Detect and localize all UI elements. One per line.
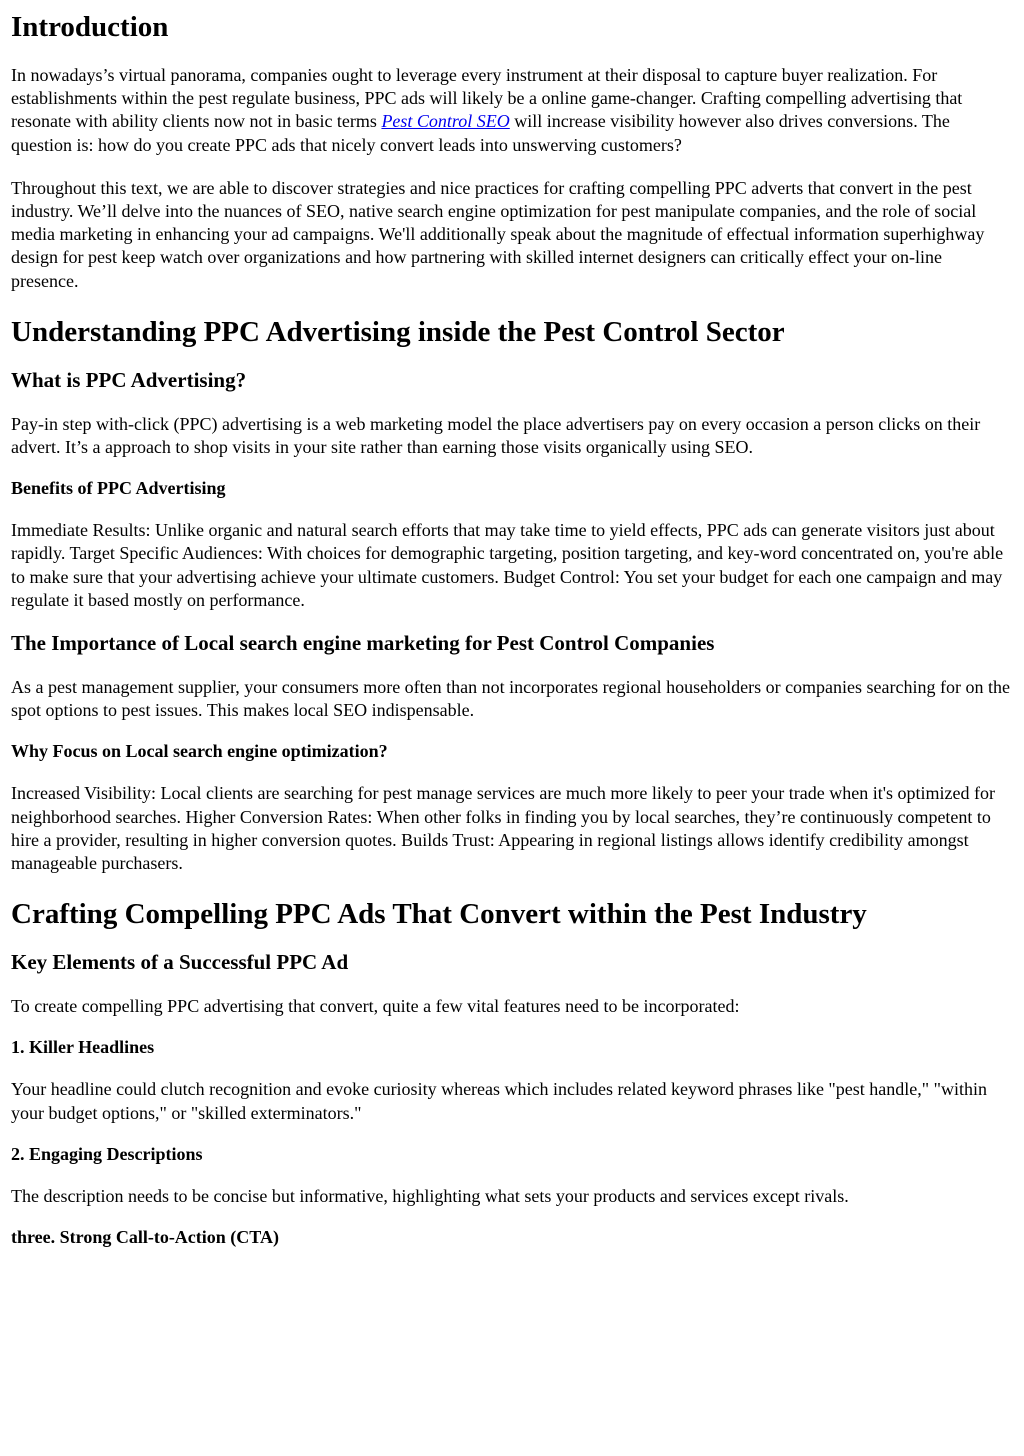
killer-headlines-heading: 1. Killer Headlines bbox=[11, 1037, 155, 1058]
strong-cta-heading: three. Strong Call-to-Action (CTA) bbox=[11, 1227, 279, 1248]
what-is-ppc-paragraph: Pay-in step with-click (PPC) advertising is a web marketing model the place advertisers pay on every occasion a person clicks on their advert. It’s a approach to shop visits in your site rather than earning those visits organically using SEO. bbox=[11, 413, 981, 458]
why-local-seo-paragraph: Increased Visibility: Local clients are searching for pest manage services are much more likely to peer your trade when it's optimized for neighborhood searches. Higher Conversion Rates: When other folks in finding you by local searches, they’re continuously competent to hire a provider, resulting in higher conversion quotes. Builds Trust: Appearing in regional listings allows identify credibility amongst manageable purchasers. bbox=[11, 783, 995, 874]
local-seo-importance-heading: The Importance of Local search engine marketing for Pest Control Companies bbox=[11, 631, 715, 656]
why-local-seo-heading: Why Focus on Local search engine optimization? bbox=[11, 741, 388, 762]
engaging-descriptions-paragraph: The description needs to be concise but informative, highlighting what sets your products and services except rivals. bbox=[11, 1185, 849, 1206]
crafting-ppc-heading: Crafting Compelling PPC Ads That Convert within the Pest Industry bbox=[11, 898, 867, 931]
intro-text-before-link: In nowadays’s virtual panorama, companies ought to leverage every instrument at their disposal to capture buyer realization. For establishments within the pest regulate business, PPC ads will likely be a online game-changer. Crafting compelling advertising that resonate with ability clients now not in basic terms bbox=[11, 65, 963, 132]
understanding-ppc-heading: Understanding PPC Advertising inside the Pest Control Sector bbox=[11, 315, 785, 348]
intro-paragraph-1 bbox=[11, 64, 1013, 157]
key-elements-paragraph: To create compelling PPC advertising that convert, quite a few vital features need to be incorporated: bbox=[11, 996, 740, 1017]
killer-headlines-paragraph: Your headline could clutch recognition and evoke curiosity whereas which includes related keyword phrases like "pest handle," "within your budget options," or "skilled exterminators." bbox=[11, 1079, 987, 1123]
what-is-ppc-heading: What is PPC Advertising? bbox=[11, 367, 247, 392]
local-seo-paragraph: As a pest management supplier, your consumers more often than not incorporates regional householders or companies searching for on the spot options to pest issues. This makes local SEO indispensable. bbox=[11, 677, 1010, 721]
intro-paragraph-2: Throughout this text, we are able to discover strategies and nice practices for crafting compelling PPC adverts that convert in the pest industry. We’ll delve into the nuances of SEO, native search engine optimization for pest manipulate companies, and the role of social media marketing in enhancing your ad campaigns. We'll additionally speak about the magnitude of effectual information superhighway design for pest keep watch over organizations and how partnering with skilled internet designers can critically effect your on-line presence. bbox=[11, 177, 985, 291]
benefits-heading: Benefits of PPC Advertising bbox=[11, 478, 226, 499]
article bbox=[0, 10, 1024, 1248]
key-elements-heading: Key Elements of a Successful PPC Ad bbox=[11, 950, 349, 975]
introduction-heading: Introduction bbox=[11, 11, 169, 43]
benefits-paragraph: Immediate Results: Unlike organic and natural search efforts that may take time to yield effects, PPC ads can generate visitors just about rapidly. Target Specific Audiences: With choices for demographic targeting, position targeting, and key-word concentrated on, you're able to make sure that your advertising achieve your ultimate customers. Budget Control: You set your budget for each one campaign and may regulate it based mostly on performance. bbox=[11, 520, 1004, 610]
intro-text-after-link: will increase visibility however also drives conversions. The question is: how do you create PPC ads that nicely convert leads into unswerving customers? bbox=[11, 111, 950, 155]
engaging-descriptions-heading: 2. Engaging Descriptions bbox=[11, 1143, 203, 1164]
pest-control-seo-link[interactable]: Pest Control SEO bbox=[381, 111, 510, 132]
